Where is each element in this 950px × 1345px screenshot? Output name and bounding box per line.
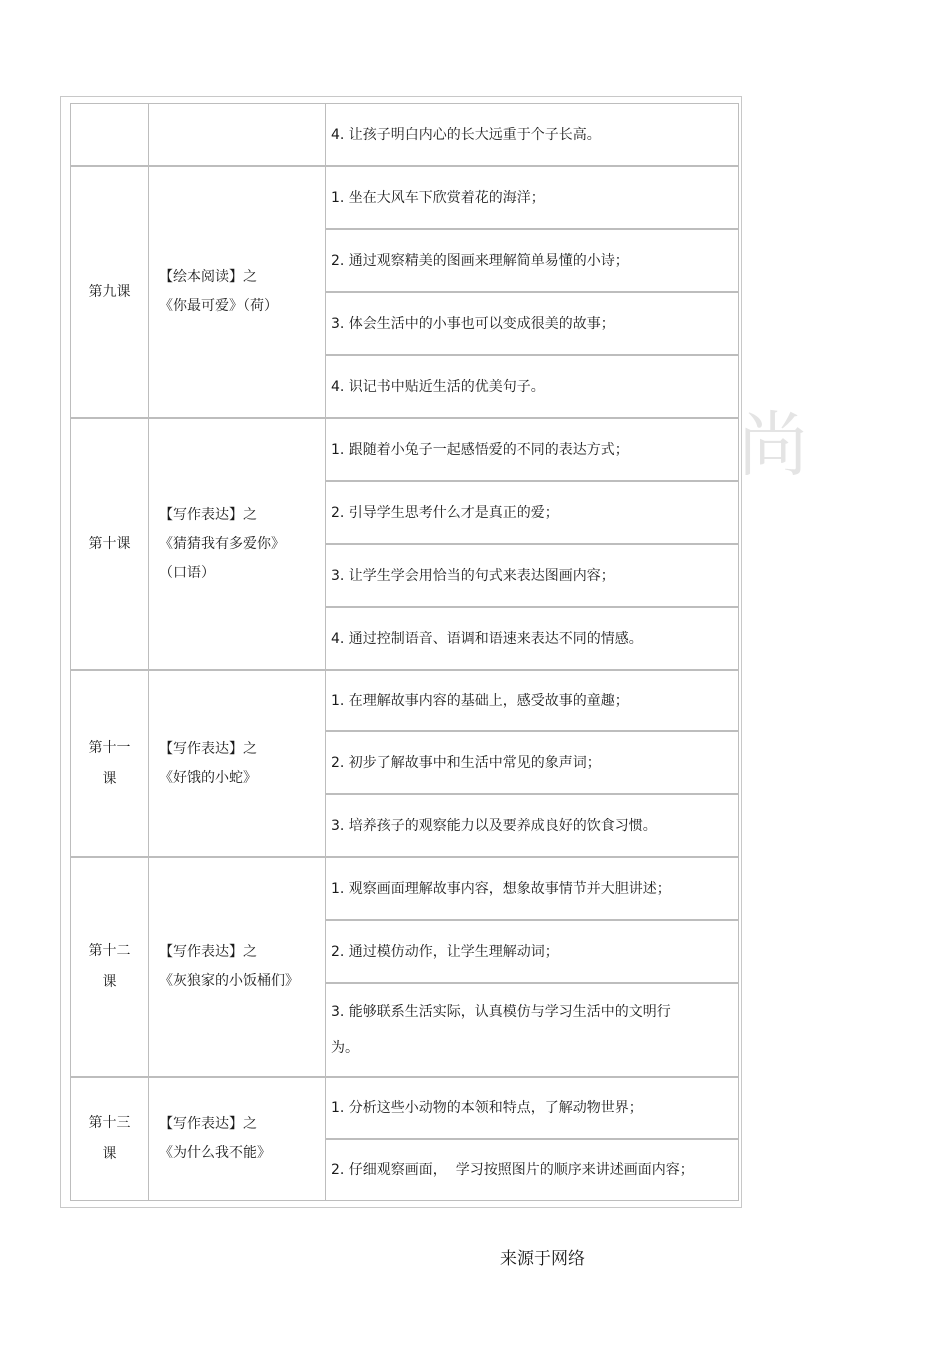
lesson-number-cell	[70, 418, 148, 670]
lesson-goal-text: 1. 观察画面理解故事内容，想象故事情节并大胆讲述；	[331, 880, 671, 897]
lesson-title-cell	[148, 418, 325, 670]
lesson-goal-text: 3. 让学生学会用恰当的句式来表达图画内容；	[331, 567, 615, 584]
lesson-title-cell	[148, 670, 325, 857]
lesson-title-cell	[148, 1077, 325, 1201]
lesson-goal-text: 2. 引导学生思考什么才是真正的爱；	[331, 504, 559, 521]
lesson-title-line: 《灰狼家的小饭桶们》	[159, 973, 299, 989]
lesson-number: 第十二 课	[88, 943, 131, 990]
lesson-goal-cell	[325, 670, 739, 731]
lesson-goal-cell	[325, 103, 739, 166]
lesson-goal-text: 4. 识记书中贴近生活的优美句子。	[331, 378, 545, 395]
lesson-number-cell	[70, 166, 148, 418]
lesson-title-line: 《好饿的小蛇》	[159, 769, 257, 786]
lesson-goal-cell	[325, 418, 739, 481]
lesson-number: 第十一 课	[88, 739, 131, 787]
lesson-goal-text: 1. 在理解故事内容的基础上，感受故事的童趣；	[331, 692, 629, 709]
lesson-goal-text: 2. 初步了解故事中和生活中常见的象声词；	[331, 754, 601, 771]
lesson-goal-text: 2. 仔细观察画面， 学习按照图片的顺序来讲述画面内容；	[331, 1162, 694, 1178]
lesson-title-line: 《猜猜我有多爱你》	[159, 535, 285, 552]
lesson-goal-text: 3. 培养孩子的观察能力以及要养成良好的饮食习惯。	[331, 817, 657, 834]
lesson-title-line: 【写作表达】之	[159, 740, 257, 757]
lesson-goal-cell	[325, 857, 739, 920]
lesson-goal-cell	[325, 544, 739, 607]
lesson-goal-cell	[325, 1077, 739, 1139]
lesson-title-cell	[148, 103, 325, 166]
lesson-goal-cell	[325, 229, 739, 292]
lesson-goal-text: 2. 通过模仿动作，让学生理解动词；	[331, 943, 559, 960]
lesson-goal-text: 1. 分析这些小动物的本领和特点，了解动物世界；	[331, 1100, 643, 1116]
lesson-goal-cell	[325, 355, 739, 418]
lesson-goal-text: 3. 能够联系生活实际，认真模仿与学习生活中的文明行 为。	[331, 1004, 671, 1056]
lesson-title-line: 【写作表达】之	[159, 1116, 257, 1132]
lesson-goal-cell	[325, 983, 739, 1077]
lesson-number-cell	[70, 670, 148, 857]
lesson-title-line: 【绘本阅读】之	[159, 269, 257, 285]
lesson-goal-cell	[325, 920, 739, 983]
lesson-goal-cell	[325, 607, 739, 670]
lesson-goal-text: 4. 通过控制语音、语调和语速来表达不同的情感。	[331, 630, 643, 647]
lesson-goal-cell	[325, 794, 739, 857]
lesson-title-cell	[148, 857, 325, 1077]
lesson-title-cell	[148, 166, 325, 418]
lesson-goal-text: 1. 坐在大风车下欣赏着花的海洋；	[331, 189, 545, 206]
footer-source-text: 来源于网络	[500, 1249, 585, 1269]
lesson-number-cell	[70, 857, 148, 1077]
lesson-number: 第十三 课	[88, 1115, 131, 1162]
lesson-goal-cell	[325, 481, 739, 544]
lesson-goal-text: 2. 通过观察精美的图画来理解简单易懂的小诗；	[331, 252, 629, 269]
lesson-goal-cell	[325, 292, 739, 355]
lesson-number: 第十课	[88, 535, 131, 552]
lesson-title-line: 《你最可爱》（荷）	[159, 298, 278, 314]
lesson-goal-text: 1. 跟随着小兔子一起感悟爱的不同的表达方式；	[331, 441, 629, 458]
lesson-title-line: 【写作表达】之	[159, 506, 257, 523]
lesson-goal-text: 4. 让孩子明白内心的长大远重于个子长高。	[331, 126, 601, 143]
lesson-title-line: 《为什么我不能》	[159, 1145, 271, 1161]
lesson-number-cell	[70, 103, 148, 166]
lesson-goal-cell	[325, 731, 739, 794]
lesson-goal-text: 3. 体会生活中的小事也可以变成很美的故事；	[331, 315, 615, 332]
lesson-title-line: （口语）	[159, 564, 215, 581]
lesson-number: 第九课	[88, 283, 131, 300]
lesson-number-cell	[70, 1077, 148, 1201]
faint-watermark: 尚	[738, 404, 808, 486]
lesson-title-line: 【写作表达】之	[159, 944, 257, 960]
lesson-goal-cell	[325, 166, 739, 229]
lesson-goal-cell	[325, 1139, 739, 1201]
